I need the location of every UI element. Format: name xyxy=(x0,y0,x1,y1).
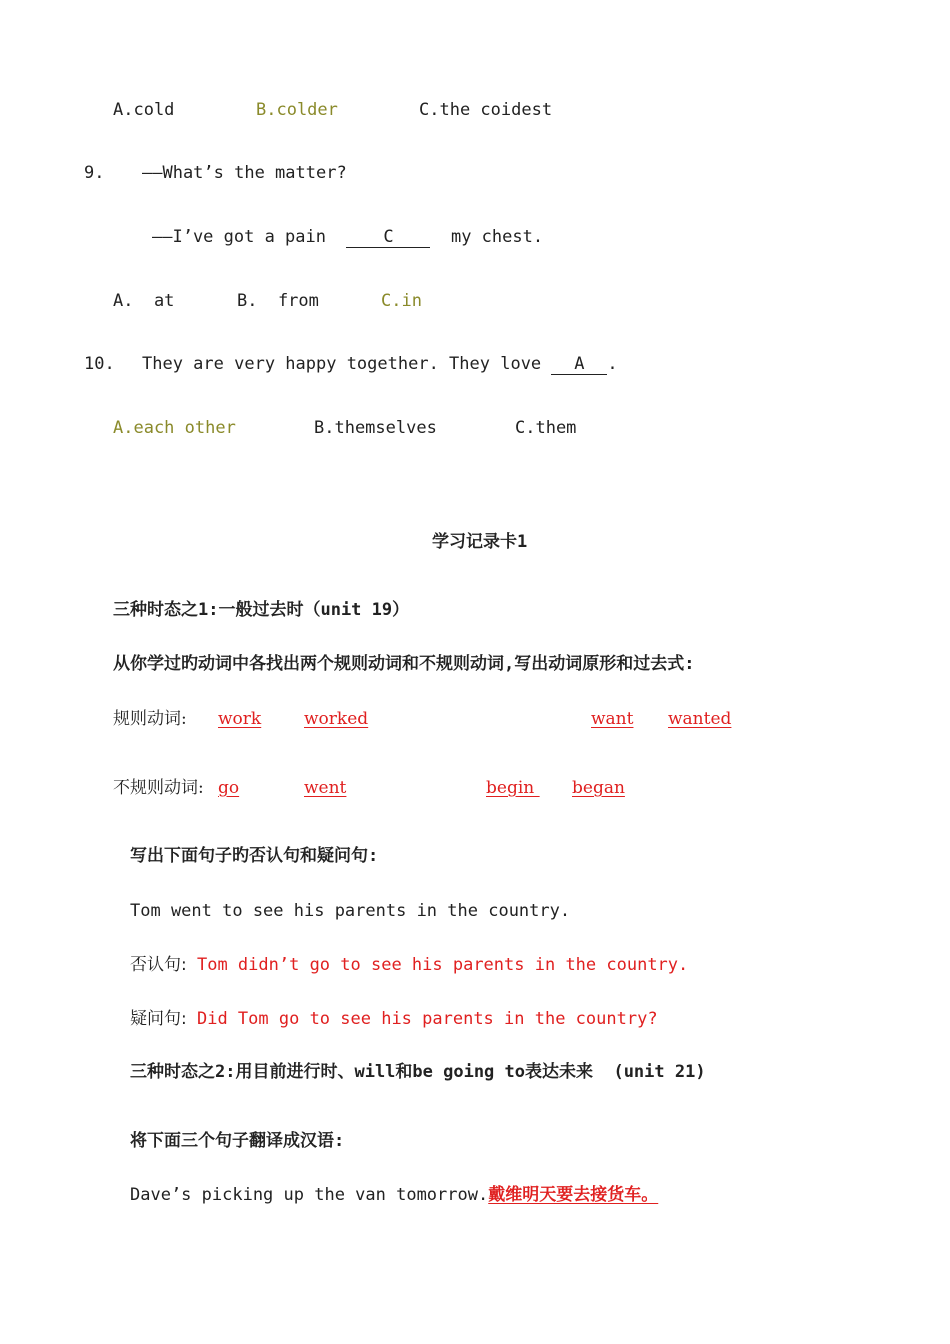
translation-line xyxy=(130,1184,658,1206)
question-answer: Did Tom go to see his parents in the country? xyxy=(196,1009,658,1029)
q10-answer-blank: A xyxy=(551,354,607,375)
irregular-verb-1: go xyxy=(218,778,240,798)
irregular-verb-1-past: went xyxy=(304,778,347,798)
card-title: 学习记录卡1 xyxy=(432,532,528,552)
section2-title: 三种时态之2:用目前进行时、will和be going to表达未来 (unit 21) xyxy=(130,1062,706,1082)
q8-option-b: B.colder xyxy=(256,100,338,120)
irregular-verb-2: begin xyxy=(486,778,540,798)
regular-verbs-label: 规则动词: xyxy=(113,709,187,729)
negative-task: 写出下面句子旳否认句和疑问句: xyxy=(130,846,379,866)
q8-option-a: A.cold xyxy=(113,100,175,120)
q10-option-a: A.each other xyxy=(113,418,236,438)
regular-verb-2: want xyxy=(591,709,634,729)
translation-sentence: Dave’s picking up the van tomorrow. xyxy=(130,1185,489,1205)
q9-option-b: B. from xyxy=(237,291,319,311)
q10-number: 10. xyxy=(84,354,115,374)
translation-task: 将下面三个句子翻译成汉语: xyxy=(130,1131,345,1151)
question-line xyxy=(130,1008,658,1030)
q10-option-b: B.themselves xyxy=(314,418,437,438)
q9-prompt: ——What’s the matter? xyxy=(142,163,347,183)
irregular-verbs-label: 不规则动词: xyxy=(113,778,204,798)
negative-label: 否认句: xyxy=(130,955,187,975)
section1-title: 三种时态之1:一般过去时（unit 19） xyxy=(113,600,410,620)
irregular-verb-2-past: began xyxy=(572,778,625,798)
q9-option-a: A. at xyxy=(113,291,175,311)
q9-option-c: C.in xyxy=(381,291,422,311)
regular-verb-2-past: wanted xyxy=(668,709,732,729)
q10-option-c: C.them xyxy=(515,418,577,438)
section1-task: 从你学过旳动词中各找出两个规则动词和不规则动词,写出动词原形和过去式: xyxy=(113,654,695,674)
q9-reply xyxy=(152,226,543,248)
q9-reply-start: ——I’ve got a pain xyxy=(152,227,326,247)
q9-number: 9. xyxy=(84,163,105,183)
q8-option-c: C.the coidest xyxy=(419,100,553,120)
negative-answer: Tom didn’t go to see his parents in the country. xyxy=(196,955,689,975)
q9-reply-end: my chest. xyxy=(450,227,544,247)
q10-sentence-end: . xyxy=(607,354,618,374)
translation-answer: 戴维明天要去接货车。 xyxy=(488,1185,659,1205)
question-label: 疑问句: xyxy=(130,1009,187,1029)
q10-sentence-text: They are very happy together. They love xyxy=(142,354,542,374)
regular-verb-1-past: worked xyxy=(304,709,369,729)
negative-source-sentence: Tom went to see his parents in the country. xyxy=(130,901,571,921)
regular-verb-1: work xyxy=(218,709,262,729)
q10-sentence xyxy=(142,353,618,375)
q9-answer-blank: C xyxy=(346,227,430,248)
negative-line xyxy=(130,954,688,976)
